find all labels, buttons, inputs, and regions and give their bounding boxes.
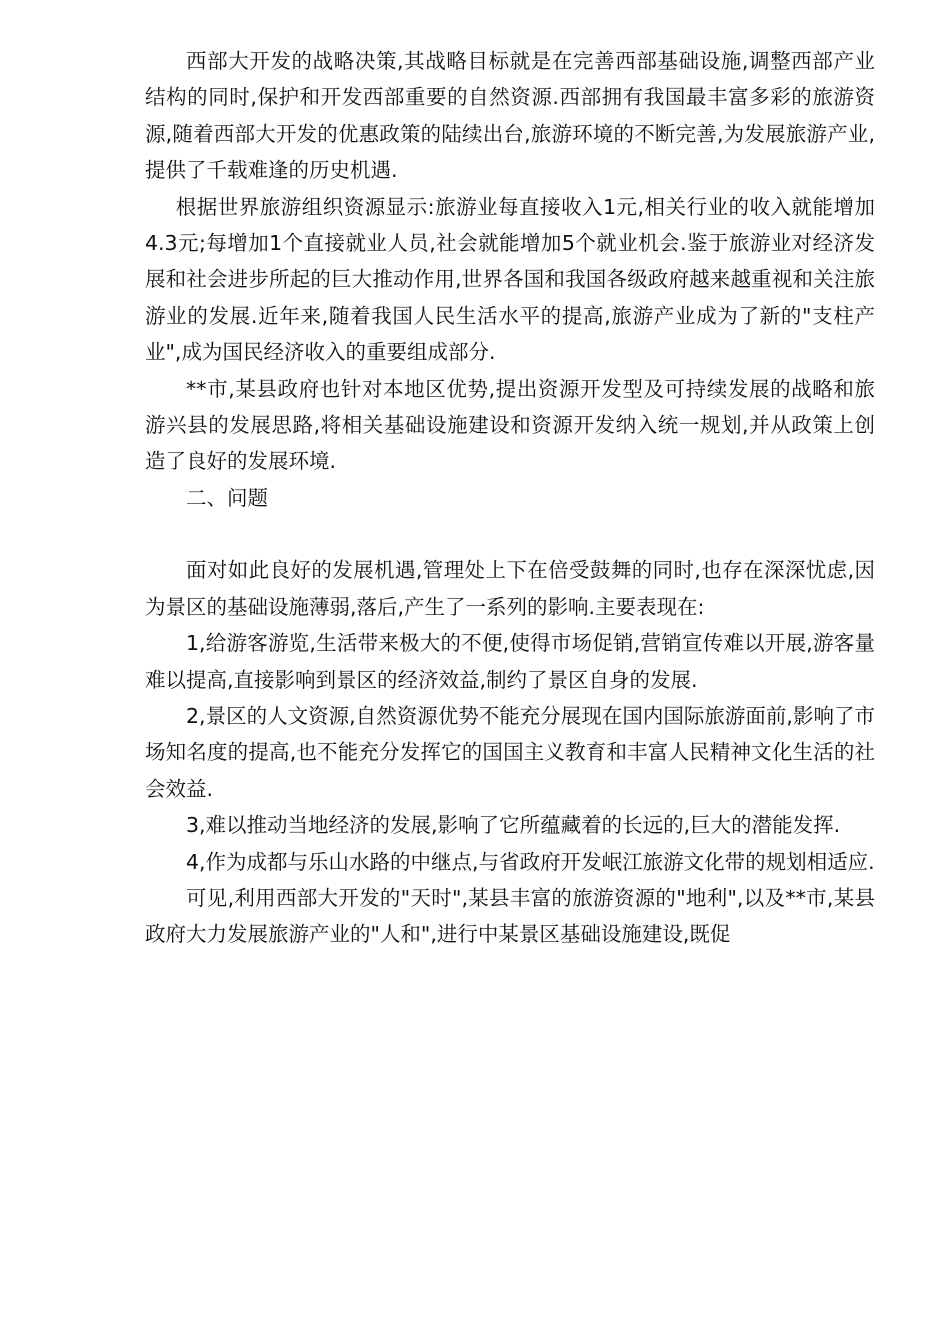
paragraph-tourism-statistics: 根据世界旅游组织资源显示:旅游业每直接收入1元,相关行业的收入就能增加4.3元;每增加1个直接就业人员,社会就能增加5个就业机会.鉴于旅游业对经济发展和社会进步所起的巨大推动作用,世界各国和我国各级政府越来越重视和关注旅游业的发展.近年来,随着我国人民生活水平的提高,旅游产业成为了新的"支柱产业",成为国民经济收入的重要组成部分.: [145, 194, 875, 365]
paragraph-conclusion: 可见,利用西部大开发的"天时",某县丰富的旅游资源的"地利",以及**市,某县政府大力发展旅游产业的"人和",进行中某景区基础设施建设,既促: [145, 885, 875, 947]
paragraph-strategy: 西部大开发的战略决策,其战略目标就是在完善西部基础设施,调整西部产业结构的同时,保护和开发西部重要的自然资源.西部拥有我国最丰富多彩的旅游资源,随着西部大开发的优惠政策的陆续出台,旅游环境的不断完善,为发展旅游产业,提供了千载难逢的历史机遇.: [145, 49, 875, 183]
list-item-4: 4,作为成都与乐山水路的中继点,与省政府开发岷江旅游文化带的规划相适应.: [186, 849, 875, 874]
section-heading-problems: 二、问题: [186, 485, 268, 510]
paragraph-concerns: 面对如此良好的发展机遇,管理处上下在倍受鼓舞的同时,也存在深深忧虑,因为景区的基础设施薄弱,落后,产生了一系列的影响.主要表现在:: [145, 558, 875, 619]
document-body: [145, 43, 875, 953]
list-item-3: 3,难以推动当地经济的发展,影响了它所蕴藏着的长远的,巨大的潜能发挥.: [186, 813, 841, 838]
list-item-2: 2,景区的人文资源,自然资源优势不能充分展现在国内国际旅游面前,影响了市场知名度的提高,也不能充分发挥它的国国主义教育和丰富人民精神文化生活的社会效益.: [145, 703, 875, 801]
paragraph-local-government: **市,某县政府也针对本地区优势,提出资源开发型及可持续发展的战略和旅游兴县的发展思路,将相关基础设施建设和资源开发纳入统一规划,并从政策上创造了良好的发展环境.: [145, 376, 875, 474]
list-item-1: 1,给游客游览,生活带来极大的不便,使得市场促销,营销宣传难以开展,游客量难以提高,直接影响到景区的经济效益,制约了景区自身的发展.: [145, 631, 875, 692]
